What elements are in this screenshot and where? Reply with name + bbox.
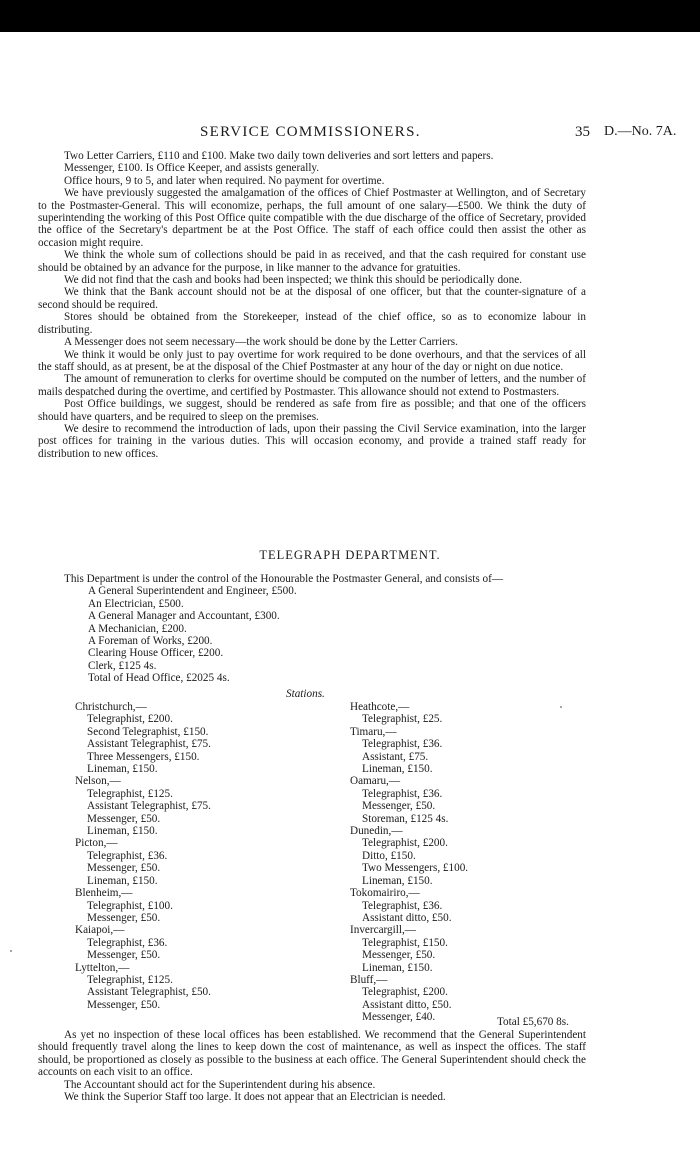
- station-staff-line: Telegraphist, £100.: [87, 899, 173, 912]
- station-name: Oamaru,—: [350, 775, 401, 788]
- paragraph: We have previously suggested the amalgamation of the offices of Chief Postmaster at Wellington, and of Secretary to the Postmaster-General. This will economize, perhaps, the full amount of one salary—£500. We think the duty of superintending the working of this Post Office quite compatible with the due discharge of the office of Secretary, provided the office of the Secretary's department be at the Post Office. The staff of each office could then assist the other as occasion might require.: [38, 187, 586, 249]
- head-office-item: A Foreman of Works, £200.: [88, 635, 213, 648]
- station-staff-line: Assistant Telegraphist, £75.: [87, 738, 211, 751]
- station-staff-line: Ditto, £150.: [362, 849, 416, 862]
- station-staff-line: Assistant Telegraphist, £75.: [87, 800, 211, 813]
- head-office-item: An Electrician, £500.: [88, 597, 184, 610]
- station-staff-line: Assistant Telegraphist, £50.: [87, 986, 211, 999]
- station-name: Dunedin,—: [350, 825, 403, 838]
- station-staff-line: Telegraphist, £36.: [87, 849, 168, 862]
- head-office-item: A Mechanician, £200.: [88, 622, 187, 635]
- paragraph: We think the whole sum of collections should be paid in as received, and that the cash required for constant use should be obtained by an advance for the purpose, in like manner to the advance for gratuities.: [38, 249, 586, 274]
- section-title: TELEGRAPH DEPARTMENT.: [259, 548, 441, 562]
- station-staff-line: Telegraphist, £36.: [87, 936, 168, 949]
- station-staff-line: Telegraphist, £125.: [87, 973, 173, 986]
- station-staff-line: Lineman, £150.: [87, 825, 158, 838]
- paragraph: Two Letter Carriers, £110 and £100. Make two daily town deliveries and sort letters and papers.: [64, 150, 494, 162]
- station-name: Invercargill,—: [350, 924, 416, 937]
- station-staff-line: Three Messengers, £150.: [87, 750, 200, 763]
- stations-heading: Stations.: [286, 688, 325, 700]
- station-staff-line: Telegraphist, £25.: [362, 713, 443, 726]
- running-title: SERVICE COMMISSIONERS.: [200, 124, 421, 140]
- station-name: Heathcote,—: [350, 701, 410, 713]
- station-staff-line: Lineman, £150.: [362, 961, 433, 974]
- department-intro: This Department is under the control of the Honourable the Postmaster General, and consists of—: [64, 573, 504, 585]
- paragraph: The Accountant should act for the Superintendent during his absence.: [64, 1078, 376, 1091]
- station-staff-line: Messenger, £50.: [87, 998, 161, 1011]
- station-name: Kaiapoi,—: [75, 924, 125, 937]
- station-staff-line: Telegraphist, £36.: [362, 899, 443, 912]
- paragraph: We think the Superior Staff too large. It does not appear that an Electrician is needed.: [64, 1091, 446, 1104]
- station-name: Blenheim,—: [75, 887, 133, 900]
- paragraph: Office hours, 9 to 5, and later when required. No payment for overtime.: [64, 174, 385, 187]
- station-name: Tokomairiro,—: [350, 887, 420, 900]
- post-office-remarks: [38, 150, 586, 460]
- station-staff-line: Messenger, £50.: [362, 949, 436, 962]
- station-staff-line: Assistant ditto, £50.: [362, 998, 452, 1011]
- paragraph: We think that the Bank account should not be at the disposal of one officer, but that the counter-signature of a second should be required.: [38, 286, 586, 311]
- paragraph: We did not find that the cash and books had been inspected; we think this should be periodically done.: [64, 274, 522, 287]
- paragraph: We think it would be only just to pay overtime for work required to be done overhours, and that the services of all the staff should, as at present, be at the disposal of the Chief Postmaster at any hour of the day or night on due notice.: [38, 348, 586, 373]
- station-staff-line: Lineman, £150.: [362, 763, 433, 776]
- station-staff-line: Telegraphist, £200.: [362, 837, 448, 850]
- telegraph-head-office: [38, 573, 598, 685]
- station-name: Bluff,—: [350, 973, 388, 986]
- paragraph: We desire to recommend the introduction of lads, upon their passing the Civil Service examination, into the larger post offices for training in the various duties. This will occasion economy, and provide a trained staff ready for distribution to new offices.: [38, 422, 586, 460]
- page-header: [0, 124, 700, 144]
- station-name: Picton,—: [75, 837, 118, 850]
- station-staff-line: Messenger, £40.: [362, 1011, 436, 1024]
- head-office-item: A General Manager and Accountant, £300.: [88, 610, 280, 623]
- telegraph-remarks: [38, 1029, 586, 1103]
- paragraph: Post Office buildings, we suggest, should be rendered as safe from fire as possible; and that one of the officers should have quarters, and be required to sleep on the premises.: [38, 398, 586, 423]
- station-staff-line: Assistant, £75.: [362, 750, 429, 763]
- station-staff-line: Storeman, £125 4s.: [362, 812, 449, 825]
- head-office-item: A General Superintendent and Engineer, £500.: [88, 585, 297, 598]
- station-staff-line: Assistant ditto, £50.: [362, 911, 452, 924]
- station-staff-line: Second Telegraphist, £150.: [87, 725, 209, 738]
- head-office-total: Total of Head Office, £2025 4s.: [88, 672, 230, 685]
- paragraph: Stores should be obtained from the Storekeeper, instead of the chief office, so as to economize labour in distributing.: [38, 311, 586, 336]
- station-staff-line: Lineman, £150.: [87, 763, 158, 776]
- station-staff-line: Lineman, £150.: [362, 874, 433, 887]
- document-reference: D.—No. 7A.: [604, 124, 677, 139]
- station-staff-line: Messenger, £50.: [87, 862, 161, 875]
- scan-speck: [560, 706, 562, 708]
- stations-right-column: [350, 701, 620, 1024]
- scan-speck: [10, 950, 12, 952]
- scan-top-bar: [0, 0, 700, 32]
- stations-left-column: [75, 701, 345, 1011]
- station-staff-line: Telegraphist, £125.: [87, 787, 173, 800]
- station-staff-line: Messenger, £50.: [362, 800, 436, 813]
- station-name: Lyttelton,—: [75, 961, 130, 974]
- station-staff-line: Telegraphist, £36.: [362, 787, 443, 800]
- station-staff-line: Telegraphist, £36.: [362, 738, 443, 751]
- head-office-item: Clearing House Officer, £200.: [88, 647, 224, 660]
- head-office-item: Clerk, £125 4s.: [88, 659, 157, 672]
- paragraph: Messenger, £100. Is Office Keeper, and assists generally.: [64, 162, 320, 175]
- paragraph: A Messenger does not seem necessary—the work should be done by the Letter Carriers.: [64, 336, 458, 349]
- station-name: Christchurch,—: [75, 701, 147, 713]
- station-staff-line: Messenger, £50.: [87, 812, 161, 825]
- station-name: Timaru,—: [350, 725, 397, 738]
- station-staff-line: Lineman, £150.: [87, 874, 158, 887]
- page-number: 35: [575, 124, 590, 140]
- station-staff-line: Messenger, £50.: [87, 911, 161, 924]
- station-staff-line: Telegraphist, £150.: [362, 936, 448, 949]
- station-name: Nelson,—: [75, 775, 121, 788]
- station-staff-line: Messenger, £50.: [87, 949, 161, 962]
- station-staff-line: Telegraphist, £200.: [87, 713, 173, 726]
- stations-total: Total £5,670 8s.: [497, 1016, 569, 1028]
- paragraph: The amount of remuneration to clerks for overtime should be computed on the number of letters, and the number of mails despatched during the overtime, and certified by Postmaster. This allowance should not extend to Postmasters.: [38, 373, 586, 398]
- paragraph: As yet no inspection of these local offices has been established. We recommend that the General Superintendent should frequently travel along the lines to keep down the cost of maintenance, as well as inspect the offices. The staff should, be proportioned as closely as possible to the business at each office. The General Superintendent should check the accounts on each visit to an office.: [38, 1029, 586, 1079]
- station-staff-line: Two Messengers, £100.: [362, 862, 469, 875]
- station-staff-line: Telegraphist, £200.: [362, 986, 448, 999]
